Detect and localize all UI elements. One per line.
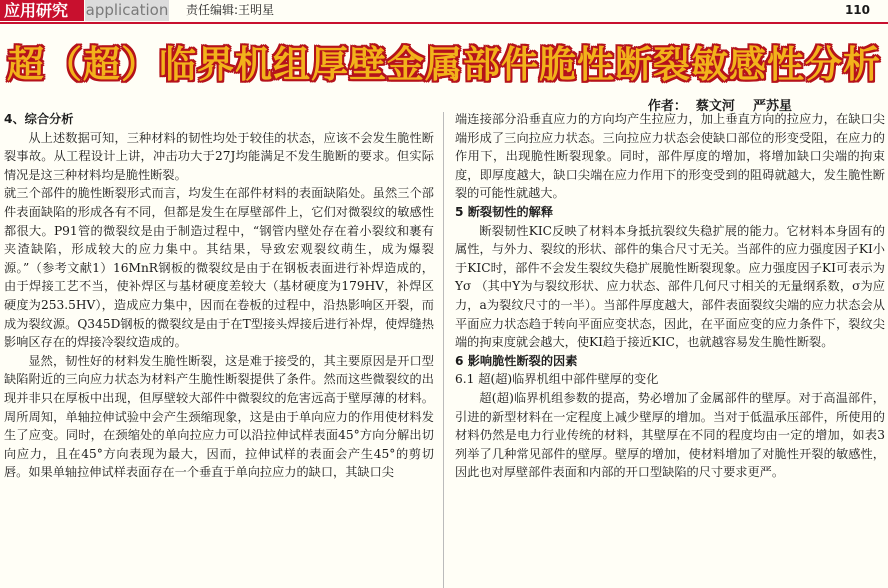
section-6-1-heading: 6.1 超(超)临界机组中部件壁厚的变化 — [455, 372, 659, 387]
page-header — [0, 0, 888, 22]
paragraph: 就三个部件的脆性断裂形式而言，均发生在部件材料的表面缺陷处。虽然三个部件表面缺陷的形成各有不同，但都是发生在厚壁部件上，它们对微裂纹的敏感性都很大。P91管的微裂纹是由于制造过程中，“钢管内壁处存在着小裂纹和裹有夹渣缺陷，形成较大的应力集中。其结果，导致宏观裂纹萌生，成为爆裂源。”（参考文献1）16MnR钢板的微裂纹是由于在钢板表面进行补焊造成的，由于焊接工艺不当，使补焊区与基材硬度差较大（基材硬度为179HV，补焊区硬度为253.5HV），造成应力集中，因而在卷板的过程中，沿热影响区开裂，而成为裂纹源。Q345D钢板的微裂纹是由于在T型接头焊接后进行补焊，使焊缝热影响区存在的焊接冷裂纹造成的。 — [4, 186, 434, 350]
editor-credit: 责任编辑:王明星 — [186, 3, 275, 17]
paragraph: 端连接部分沿垂直应力的方向均产生拉应力，加上垂直方向的拉应力，在缺口尖端形成了三向拉应力状态。三向拉应力状态会使缺口部位的形变受阻，在应力的作用下，出现脆性断裂现象。同时，部件厚度的增加，将增加缺口尖端的拘束度，即厚度越大，缺口尖端在应力作用下的形变受到的阻碍就越大，发生脆性断裂的可能性就越大。 — [455, 112, 885, 201]
paragraph: 超(超)临界机组参数的提高，势必增加了金属部件的壁厚。对于高温部件，引进的新型材料在一定程度上减少壁厚的增加。当对于低温承压部件，所使用的材料仍然是电力行业传统的材料，其壁厚在不同的程度均由一定的增加，如表3列举了几种常见部件的壁厚。壁厚的增加，使材料增加了对脆性开裂的敏感性，因此也对厚壁部件表面和内部的开口型缺陷的尺寸要求更严。 — [455, 390, 885, 480]
section-brand: 应用研究 — [0, 0, 84, 21]
left-column — [4, 110, 434, 482]
column-divider — [443, 112, 444, 588]
paragraph: 断裂韧性KIC反映了材料本身抵抗裂纹失稳扩展的能力。它材料本身固有的属性，与外力、裂纹的形状、部件的集合尺寸无关。当部件的应力强度因子KI小于KIC时，部件不会发生裂纹失稳扩展脆性断裂现象。应力强度因子KI可表示为Yσ （其中Y为与裂纹形状、应力状态、部件几何尺寸相关的无量纲系数，σ为应力，a为裂纹尺寸的一半）。当部件厚度越大，部件表面裂纹尖端的应力状态会从平面应力状态趋于转向平面应变状态，因此，在平面应变的应力条件下，裂纹尖端的拘束度就会越大，使KI趋于接近KIC，也就越容易发生脆性断裂。 — [455, 223, 885, 350]
page-number: 110 — [844, 3, 870, 17]
section-subtitle: application — [85, 1, 169, 19]
section-6-heading: 6 影响脆性断裂的因素 — [455, 353, 578, 368]
right-column — [455, 110, 885, 482]
section-5-heading: 5 断裂韧性的解释 — [455, 204, 554, 219]
paragraph: 从上述数据可知，三种材料的韧性均处于较佳的状态，应该不会发生脆性断裂事故。从工程设计上讲，冲击功大于27J均能满足不发生脆断的要求。但实际情况是这三种材料均是脆性断裂。 — [4, 130, 434, 182]
article-title: 超（超）临界机组厚壁金属部件脆性断裂敏感性分析 — [7, 43, 881, 86]
paragraph: 显然，韧性好的材料发生脆性断裂，这是难于接受的，其主要原因是开口型缺陷附近的三向应力状态为材料产生脆性断裂提供了条件。然而这些微裂纹的出现并非只在厚板中出现，但厚壁较大部件中微裂纹的危害远高于壁厚薄的材料。周所周知，单轴拉伸试验中会产生颈缩现象，这是由于单向应力的作用使材料发生了应变。同时，在颈缩处的单向拉应力可以沿拉伸试样表面45°方向分解出切向应力，且在45°方向表现为最大，因而，拉伸试样的表面会产生45°的剪切唇。如果单轴拉伸试样表面存在一个垂直于单向拉应力的缺口，其缺口尖 — [4, 353, 434, 480]
header-divider — [0, 22, 888, 24]
article-authors: 作者： 蔡文河 严苏星 — [647, 99, 792, 114]
section-4-heading: 4、综合分析 — [4, 112, 74, 126]
